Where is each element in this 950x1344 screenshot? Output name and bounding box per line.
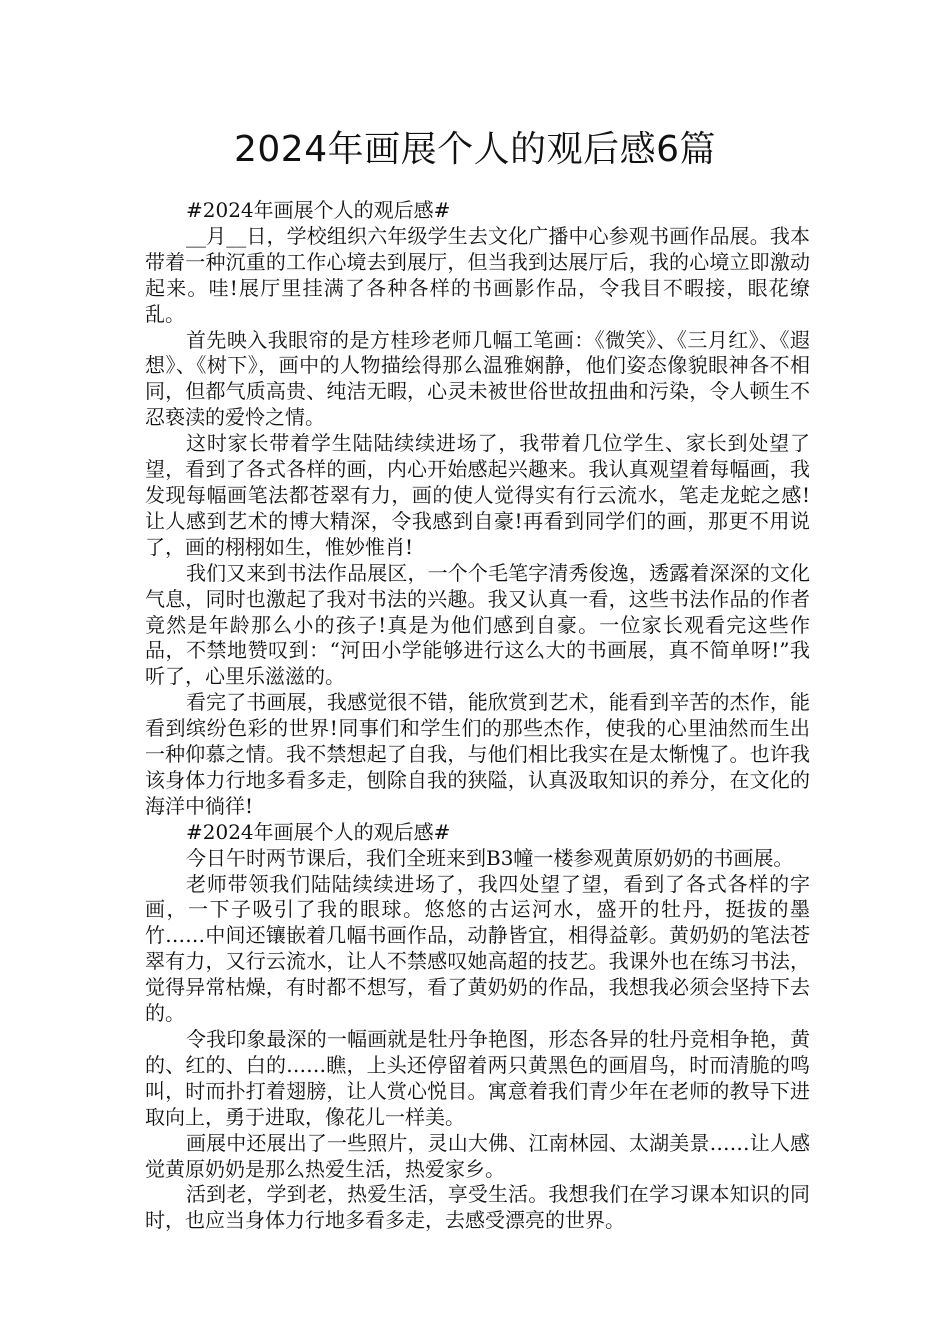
paragraph: 今日午时两节课后，我们全班来到B3幢一楼参观黄原奶奶的书画展。 xyxy=(186,845,794,870)
paragraph: 看完了书画展，我感觉很不错，能欣赏到艺术，能看到辛苦的杰作，能看到缤纷色彩的世界!同事们和学生们的那些杰作，使我的心里油然而生出一种仰慕之情。我不禁想起了自我，与他们相比我实在是太惭愧了。也许我该身体力行地多看多走，刨除自我的狭隘，认真汲取知识的养分，在文化的海洋中徜徉! xyxy=(145,690,810,818)
paragraph: 活到老，学到老，热爱生活，享受生活。我想我们在学习课本知识的同时，也应当身体力行地多看多走，去感受漂亮的世界。 xyxy=(145,1182,810,1233)
paragraph: 老师带领我们陆陆续续进场了，我四处望了望，看到了各式各样的字画，一下子吸引了我的眼球。悠悠的古运河水，盛开的牡丹，挺拔的墨竹……中间还镶嵌着几幅书画作品，动静皆宜，相得益彰。黄奶奶的笔法苍翠有力，又行云流水，让人不禁感叹她高超的技艺。我课外也在练习书法，觉得异常枯燥，有时都不想写，看了黄奶奶的作品，我想我必须会坚持下去的。 xyxy=(145,871,810,1026)
paragraph: 这时家长带着学生陆陆续续进场了，我带着几位学生、家长到处望了望，看到了各式各样的画，内心开始感起兴趣来。我认真观望着每幅画，我发现每幅画笔法都苍翠有力，画的使人觉得实有行云流水，笔走龙蛇之感!让人感到艺术的博大精深，令我感到自豪!再看到同学们的画，那更不用说了，画的栩栩如生，惟妙惟肖! xyxy=(145,431,810,559)
document-title: 2024年画展个人的观后感6篇 xyxy=(233,129,717,170)
document-body xyxy=(145,198,810,1234)
paragraph: 画展中还展出了一些照片，灵山大佛、江南林园、太湖美景……让人感觉黄原奶奶是那么热爱生活，热爱家乡。 xyxy=(145,1130,810,1181)
paragraph: 令我印象最深的一幅画就是牡丹争艳图，形态各异的牡丹竞相争艳，黄的、红的、白的……瞧，上头还停留着两只黄黑色的画眉鸟，时而清脆的鸣叫，时而扑打着翅膀，让人赏心悦目。寓意着我们青少年在老师的教导下进取向上，勇于进取，像花儿一样美。 xyxy=(145,1027,810,1129)
section-heading: #2024年画展个人的观后感# xyxy=(186,198,451,222)
paragraph: __月__日，学校组织六年级学生去文化广播中心参观书画作品展。我本带着一种沉重的工作心境去到展厅，但当我到达展厅后，我的心境立即激动起来。哇!展厅里挂满了各种各样的书画影作品，令我目不暇接，眼花缭乱。 xyxy=(145,223,810,326)
paragraph: 我们又来到书法作品展区，一个个毛笔字清秀俊逸，透露着深深的文化气息，同时也激起了我对书法的兴趣。我又认真一看，这些书法作品的作者竟然是年龄那么小的孩子!真是为他们感到自豪。一位家长观看完这些作品，不禁地赞叹到：“河田小学能够进行这么大的书画展，真不简单呀!”我听了，心里乐滋滋的。 xyxy=(145,560,810,689)
paragraph: 首先映入我眼帘的是方桂珍老师几幅工笔画：《微笑》、《三月红》、《遐想》、《树下》，画中的人物描绘得那么温雅娴静，他们姿态像貌眼神各不相同，但都气质高贵、纯洁无暇，心灵未被世俗世故扭曲和污染，令人顿生不忍亵渎的爱怜之情。 xyxy=(145,327,810,430)
section-heading: #2024年画展个人的观后感# xyxy=(186,819,451,844)
